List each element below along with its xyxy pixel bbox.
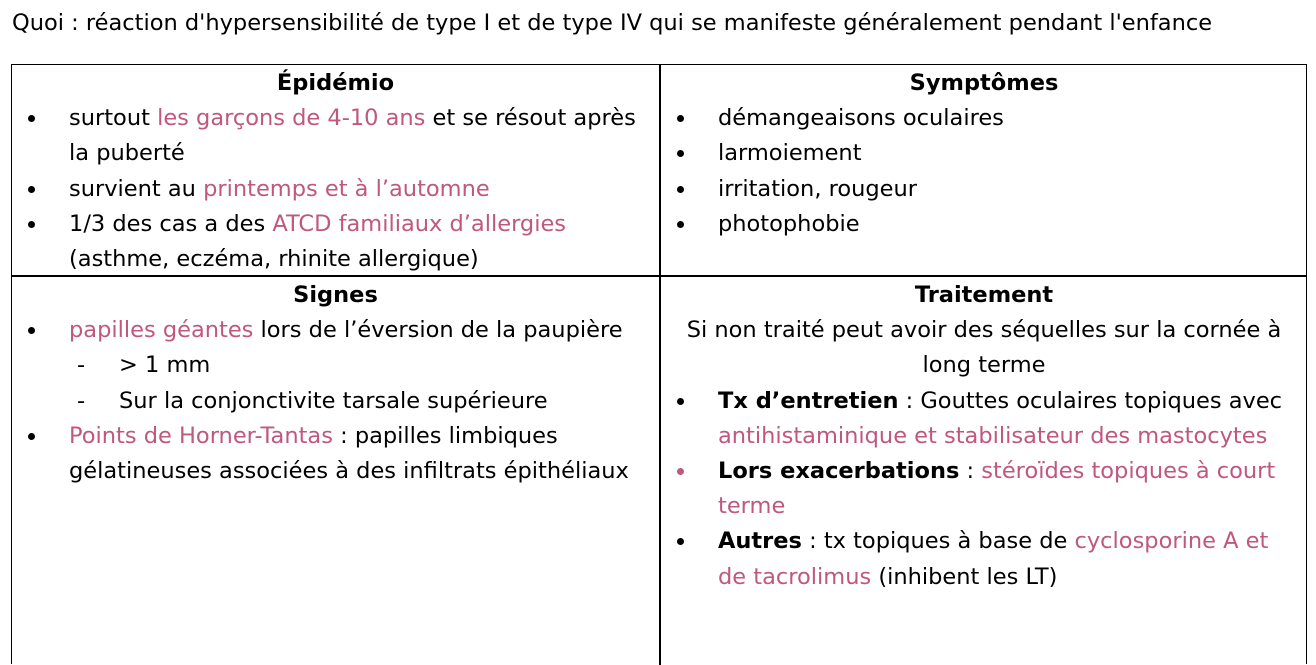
cell-title-symptomes: Symptômes — [909, 70, 1059, 96]
list-item — [12, 419, 659, 489]
dash-icon: - — [77, 352, 86, 379]
bullet-icon — [677, 398, 684, 405]
bullet-icon — [677, 150, 684, 157]
cell-title-epidemio: Épidémio — [276, 70, 395, 96]
item-text: : papilles limbiques gélatineuses associées à des infiltrats épithéliaux — [69, 422, 629, 484]
cell-title-signes: Signes — [293, 282, 378, 308]
list-item — [12, 313, 659, 348]
item-text: 1/3 des cas a des — [69, 210, 273, 237]
list-item — [661, 524, 1307, 594]
highlight-text: papilles géantes — [69, 317, 254, 344]
highlight-text: printemps et à l’automne — [203, 175, 490, 202]
bullet-icon — [677, 538, 684, 545]
list-item — [12, 172, 659, 207]
bullet-icon — [677, 221, 684, 228]
sub-list-item — [12, 348, 659, 383]
list-item — [661, 101, 1307, 136]
item-label: Autres — [718, 528, 802, 555]
item-text: démangeaisons oculaires — [718, 105, 1004, 132]
summary-table — [11, 64, 1307, 664]
bullet-icon — [677, 468, 684, 475]
list-item — [12, 101, 659, 171]
list-item — [661, 384, 1307, 454]
highlight-text: ATCD familiaux d’allergies — [272, 210, 567, 237]
bullet-icon — [677, 115, 684, 122]
cell-title-traitement: Traitement — [914, 282, 1054, 308]
bullet-icon — [28, 115, 35, 122]
item-text: irritation, rougeur — [718, 175, 918, 202]
epidemio-list — [12, 101, 659, 277]
highlight-text: stéroïdes topiques à court terme — [718, 458, 1276, 520]
traitement-list — [661, 384, 1307, 595]
cell-traitement — [661, 278, 1307, 595]
highlight-text: antihistaminique et stabilisateur des mastocytes — [718, 422, 1268, 449]
signes-sublist — [12, 348, 659, 418]
sub-list-item — [12, 384, 659, 419]
item-text: survient au — [69, 175, 204, 202]
bullet-icon — [28, 327, 35, 334]
highlight-text: Points de Horner-Tantas — [69, 422, 333, 449]
cell-epidemio — [12, 66, 659, 277]
dash-icon: - — [77, 387, 86, 414]
item-text: : Gouttes oculaires topiques avec — [898, 387, 1283, 414]
cell-symptomes — [661, 66, 1307, 242]
list-item — [661, 172, 1307, 207]
traitement-intro: Si non traité peut avoir des séquelles sur la cornée à long terme — [686, 317, 1282, 379]
item-text: photophobie — [718, 210, 860, 237]
list-item — [661, 454, 1307, 524]
item-label: Tx d’entretien — [718, 387, 899, 414]
item-label: Lors exacerbations — [718, 458, 960, 484]
item-text: surtout — [69, 105, 158, 132]
intro-line: Quoi : réaction d'hypersensibilité de type I et de type IV qui se manifeste généralement pendant l'enfance — [12, 10, 1213, 36]
item-text: > 1 mm — [119, 352, 211, 379]
highlight-text: les garçons de 4-10 ans — [157, 105, 426, 132]
item-text: lors de l’éversion de la paupière — [253, 317, 623, 344]
item-text: : tx topiques à base de — [801, 528, 1075, 555]
highlight-text: cyclosporine A et de tacrolimus — [718, 528, 1269, 590]
signes-list — [12, 313, 659, 348]
item-text: : — [959, 458, 982, 484]
bullet-icon — [28, 433, 35, 440]
bullet-icon — [677, 186, 684, 193]
list-item — [661, 207, 1307, 242]
signes-list-2 — [12, 419, 659, 489]
list-item — [12, 207, 659, 277]
cell-signes — [12, 278, 659, 489]
item-text: et se résout après la puberté — [69, 105, 636, 167]
bullet-icon — [28, 186, 35, 193]
item-text: (inhibent les LT) — [871, 563, 1058, 590]
item-text: Sur la conjonctivite tarsale supérieure — [119, 387, 548, 414]
symptomes-list — [661, 101, 1307, 242]
list-item — [661, 136, 1307, 171]
bullet-icon — [28, 221, 35, 228]
item-text: (asthme, eczéma, rhinite allergique) — [69, 246, 479, 272]
item-text: larmoiement — [718, 140, 862, 167]
